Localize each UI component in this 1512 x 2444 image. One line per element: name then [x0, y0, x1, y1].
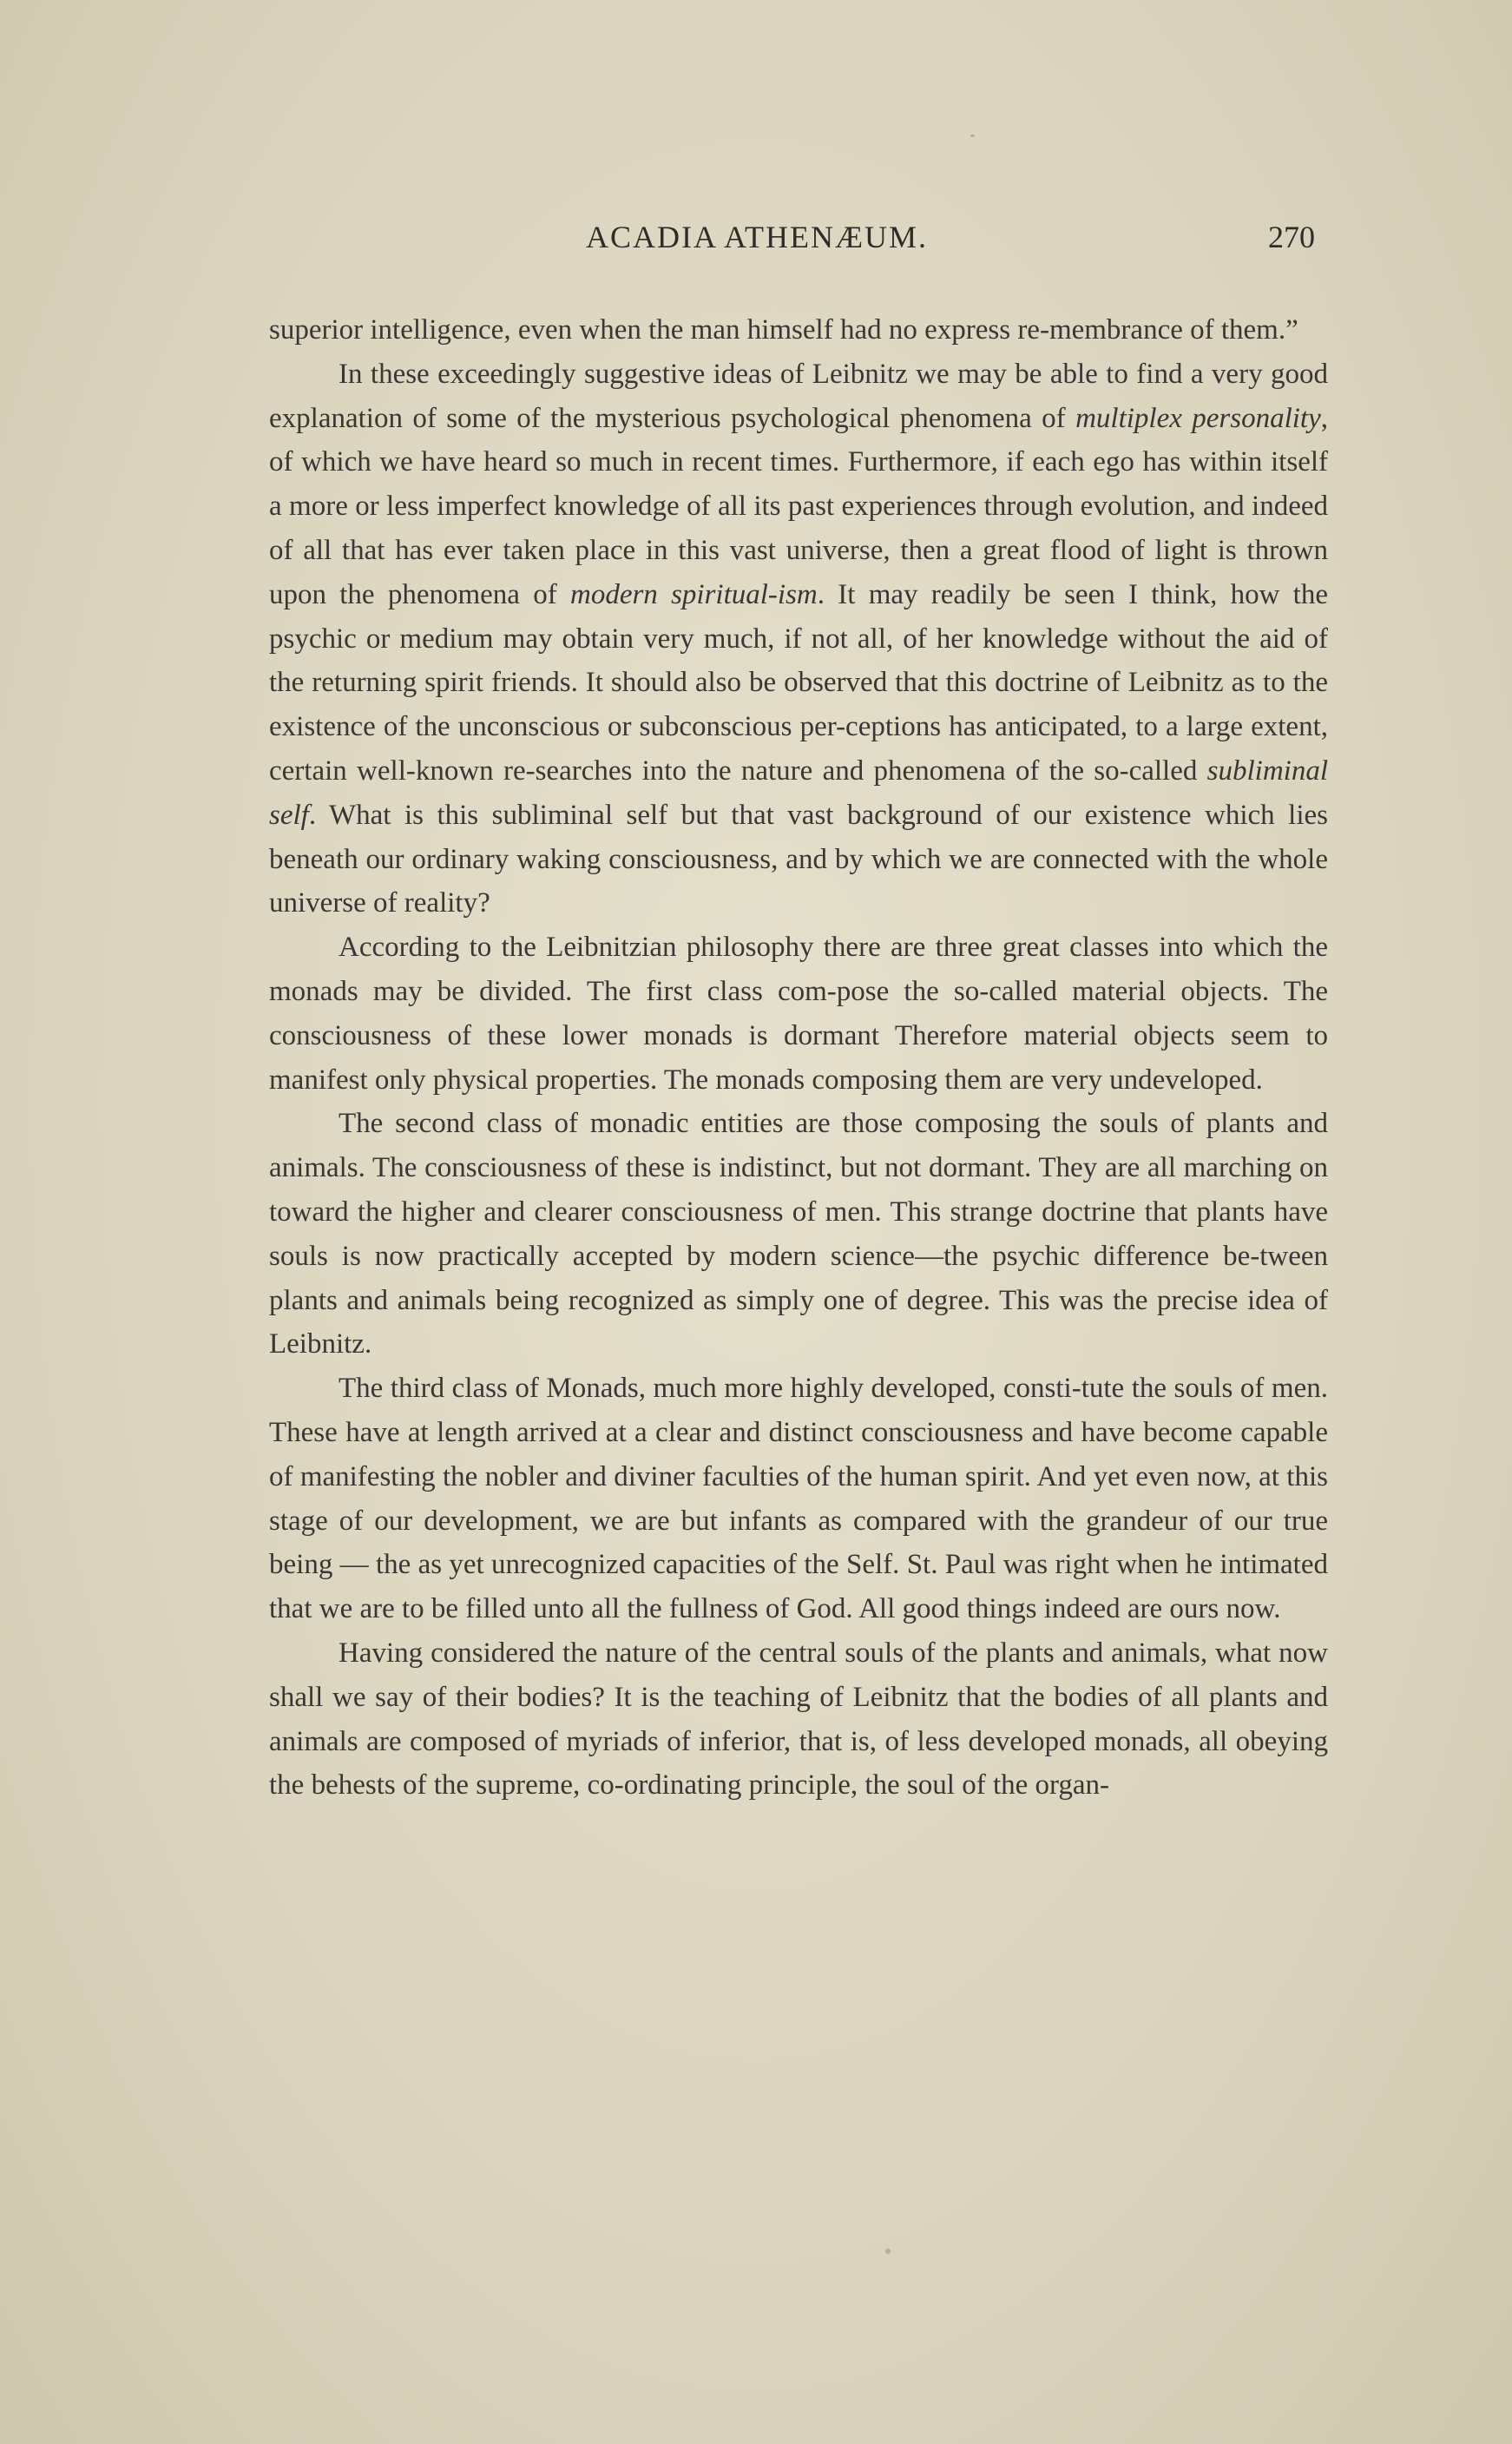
- paragraph: [269, 1631, 1328, 1808]
- italic-phrase: multiplex personality: [1075, 402, 1321, 434]
- text-run: Having considered the nature of the central souls of the plants and animals, what now shall we say of their bodies? It is the teaching of Leibnitz that the bodies of all plants and animals are composed of myriads of inferior, that is, of less developed monads, all obeying the behests of the supreme, co-ordinating principle, the soul of the organ-: [269, 1637, 1328, 1802]
- paragraph: [269, 308, 1328, 352]
- text-run: In these exceedingly suggestive ideas of Leibnitz we may be able to find a very good explanation of some of the mysterious psychological phenomena of: [269, 358, 1328, 434]
- paragraph: [269, 1102, 1328, 1367]
- text-run: superior intelligence, even when the man himself had no express re-membrance of them.”: [269, 314, 1298, 346]
- paper-speck: [970, 135, 975, 137]
- running-head: [269, 219, 1315, 262]
- italic-phrase: subliminal self: [269, 754, 1328, 831]
- text-run: The second class of monadic entities are those composing the souls of plants and animals. The consciousness of these is indistinct, but not dormant. They are all marching on toward the higher and clearer consciousness of men. This strange doctrine that plants have souls is now practically accepted by modern science—the psychic difference be-tween plants and animals being recognized as simply one of degree. This was the precise idea of Leibnitz.: [269, 1108, 1328, 1360]
- page-number: 270: [1268, 220, 1315, 254]
- paper-speck: [885, 2249, 891, 2254]
- text-run: , of which we have heard so much in recent times. Furthermore, if each ego has within itself a more or less imperfect knowledge of all its past experiences through evolution, and indeed of all that has ever taken place in this vast universe, then a great flood of light is thrown upon the phenomena of: [269, 402, 1328, 610]
- text-run: The third class of Monads, much more highly developed, consti-tute the souls of men. These have at length arrived at a clear and distinct consciousness and have become capable of manifesting the nobler and diviner faculties of the human spirit. And yet even now, at this stage of our development, we are but infants as compared with the grandeur of our true being — the as yet unrecognized capacities of the Self. St. Paul was right when he intimated that we are to be filled unto all the fullness of God. All good things indeed are ours now.: [269, 1373, 1328, 1625]
- italic-phrase: modern spiritual-ism: [569, 578, 818, 610]
- paragraph: [269, 352, 1328, 926]
- paragraph: [269, 1367, 1328, 1631]
- running-title: ACADIA ATHENÆUM.: [586, 220, 929, 254]
- article-body: [269, 308, 1328, 1808]
- text-run: . What is this subliminal self but that vast background of our existence which lies beneath our ordinary waking consciousness, and by which we are connected with the whole universe of reality?: [269, 799, 1328, 919]
- text-run: . It may readily be seen I think, how the psychic or medium may obtain very much, if not all, of her knowledge without the aid of the returning spirit friends. It should also be observed that this doctrine of Leibnitz as to the existence of the unconscious or subconscious per-ceptions has anticipated, to a large extent, certain well-known re-searches into the nature and phenomena of the so-called: [269, 578, 1328, 787]
- paragraph: [269, 926, 1328, 1102]
- text-run: According to the Leibnitzian philosophy there are three great classes into which the monads may be divided. The first class com-pose the so-called material objects. The consciousness of these lower monads is dormant Therefore material objects seem to manifest only physical properties. The monads composing them are very undeveloped.: [269, 932, 1328, 1096]
